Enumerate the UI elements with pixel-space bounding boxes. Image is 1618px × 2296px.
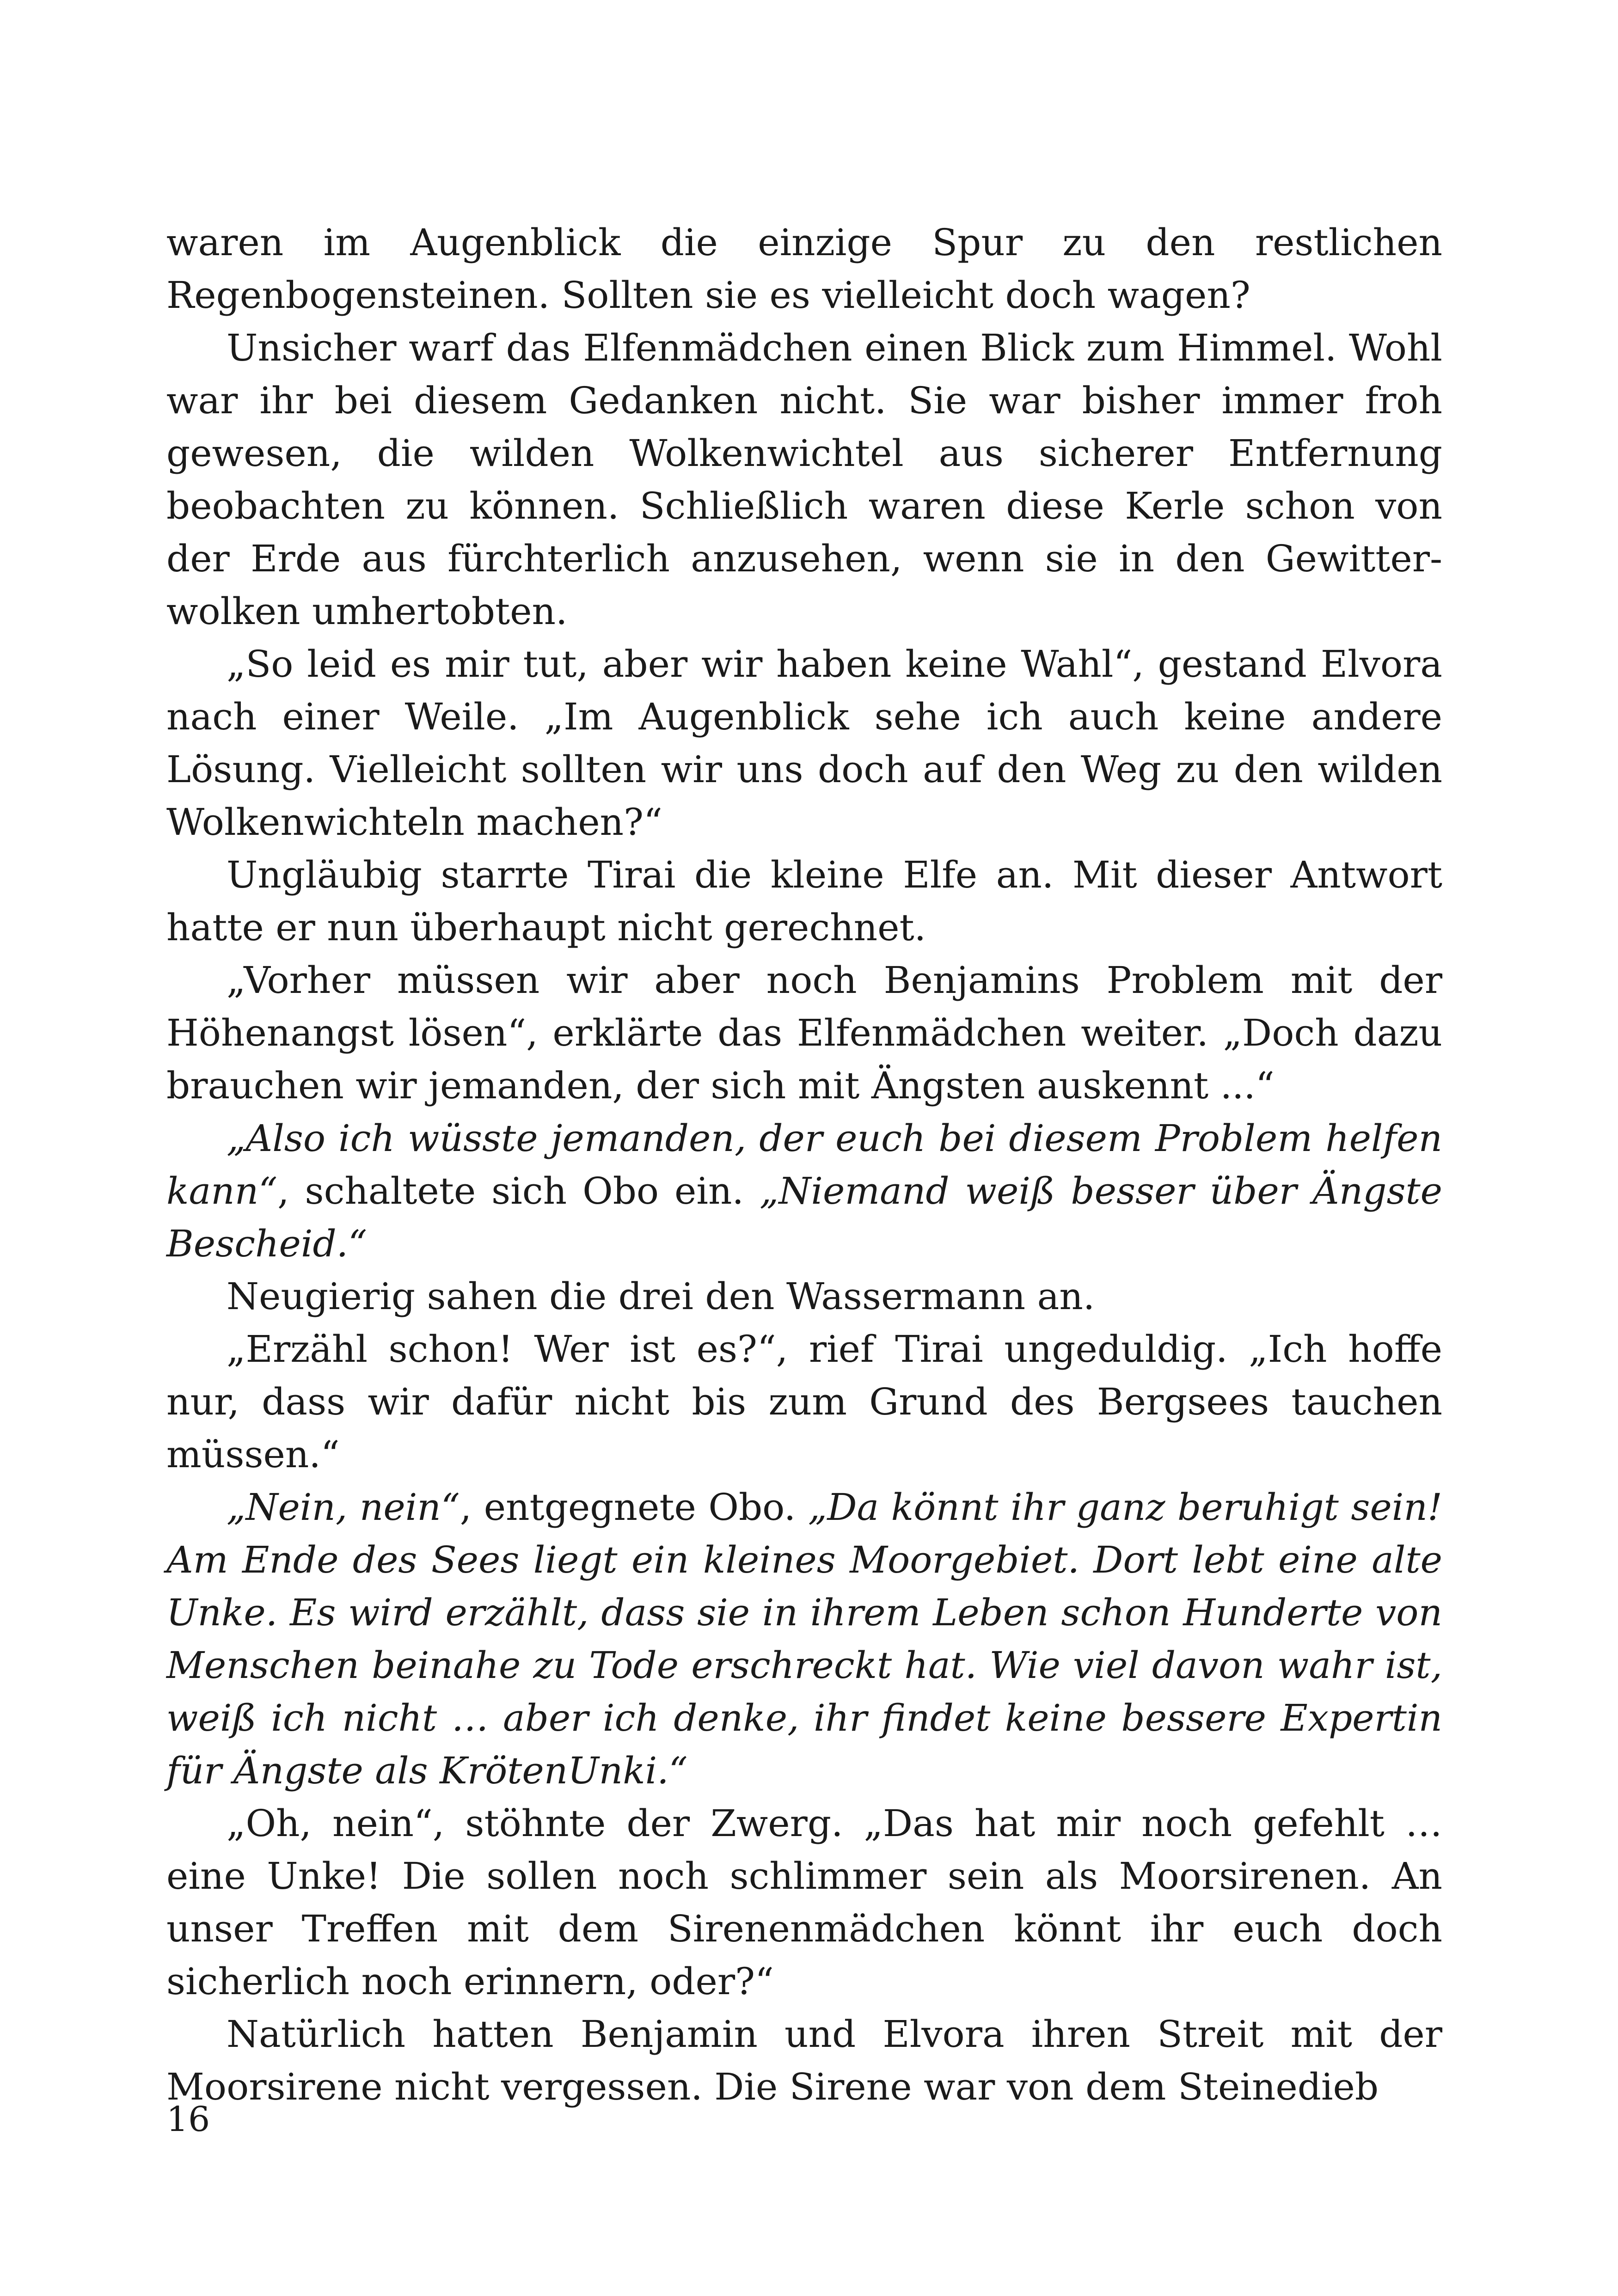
paragraph-10 bbox=[166, 1797, 1442, 2008]
paragraph-7 bbox=[166, 1270, 1442, 1323]
paragraph-1 bbox=[166, 216, 1442, 322]
paragraph-11 bbox=[166, 2008, 1442, 2113]
paragraph-text: „Vorher müssen wir aber noch Benjamins Problem mit der Höhenangst lösen“, erklärte das Elfenmädchen weiter. „Doch dazu brauchen wir jemanden, der sich mit Ängsten auskennt ...“ bbox=[166, 959, 1442, 1107]
paragraph-9 bbox=[166, 1481, 1442, 1797]
paragraph-text: Natürlich hatten Benjamin und Elvora ihren Streit mit der Moorsirene nicht vergessen. Die Sirene war von dem Steinedieb bbox=[166, 2013, 1442, 2108]
paragraph-text: „Erzähl schon! Wer ist es?“, rief Tirai ungeduldig. „Ich hoffe nur, dass wir dafür nicht bis zum Grund des Bergsees tauchen müssen.“ bbox=[166, 1328, 1442, 1476]
italic-speech: „Nein, nein“ bbox=[227, 1486, 460, 1529]
paragraph-text: Unsicher warf das Elfenmädchen einen Blick zum Himmel. Wohl war ihr bei diesem Gedanken nicht. Sie war bisher immer froh gewesen, die wilden Wolkenwichtel aus sicherer Entfernung beobachten zu können. Schließlich waren diese Kerle schon von der Erde aus fürchterlich anzusehen, wenn sie in den Gewitterwolken umhertobten. bbox=[166, 326, 1442, 633]
paragraph-text: Ungläubig starrte Tirai die kleine Elfe an. Mit dieser Antwort hatte er nun überhaupt nicht gerechnet. bbox=[166, 853, 1442, 949]
italic-speech: „Niemand weiß besser über Ängste Bescheid.“ bbox=[166, 1169, 1442, 1265]
paragraph-6 bbox=[166, 1112, 1442, 1270]
paragraph-8 bbox=[166, 1323, 1442, 1481]
paragraph-text: , schaltete sich Obo ein. bbox=[277, 1169, 760, 1212]
body-text bbox=[166, 216, 1442, 2113]
paragraph-text: waren im Augenblick die einzige Spur zu den restlichen Regenbogensteinen. Sollten sie es vielleicht doch wagen? bbox=[166, 221, 1442, 317]
paragraph-text: Neugierig sahen die drei den Wassermann an. bbox=[227, 1275, 1095, 1318]
paragraph-3 bbox=[166, 638, 1442, 849]
paragraph-text: , entgegnete Obo. bbox=[460, 1486, 808, 1529]
paragraph-text: „So leid es mir tut, aber wir haben keine Wahl“, gestand Elvora nach einer Weile. „Im Augenblick sehe ich auch keine andere Lösung. Vielleicht sollten wir uns doch auf den Weg zu den wilden Wolkenwichteln machen?“ bbox=[166, 643, 1442, 844]
italic-speech: „Also ich wüsste jemanden, der euch bei diesem Problem helfen kann“ bbox=[166, 1117, 1442, 1212]
paragraph-2 bbox=[166, 322, 1442, 638]
paragraph-5 bbox=[166, 954, 1442, 1112]
page-number: 16 bbox=[166, 2100, 210, 2139]
paragraph-4 bbox=[166, 849, 1442, 954]
paragraph-text: „Oh, nein“, stöhnte der Zwerg. „Das hat mir noch gefehlt … eine Unke! Die sollen noch schlimmer sein als Moorsirenen. An unser Treffen mit dem Sirenenmädchen könnt ihr euch doch sicherlich noch erinnern, oder?“ bbox=[166, 1802, 1442, 2003]
italic-speech: „Da könnt ihr ganz beruhigt sein! Am Ende des Sees liegt ein kleines Moorgebiet. Dort lebt eine alte Unke. Es wird erzählt, dass sie in ihrem Leben schon Hunderte von Menschen beinahe zu Tode erschreckt hat. Wie viel davon wahr ist, weiß ich nicht … aber ich denke, ihr findet keine bessere Expertin für Ängste als KrötenUnki.“ bbox=[166, 1486, 1443, 1792]
